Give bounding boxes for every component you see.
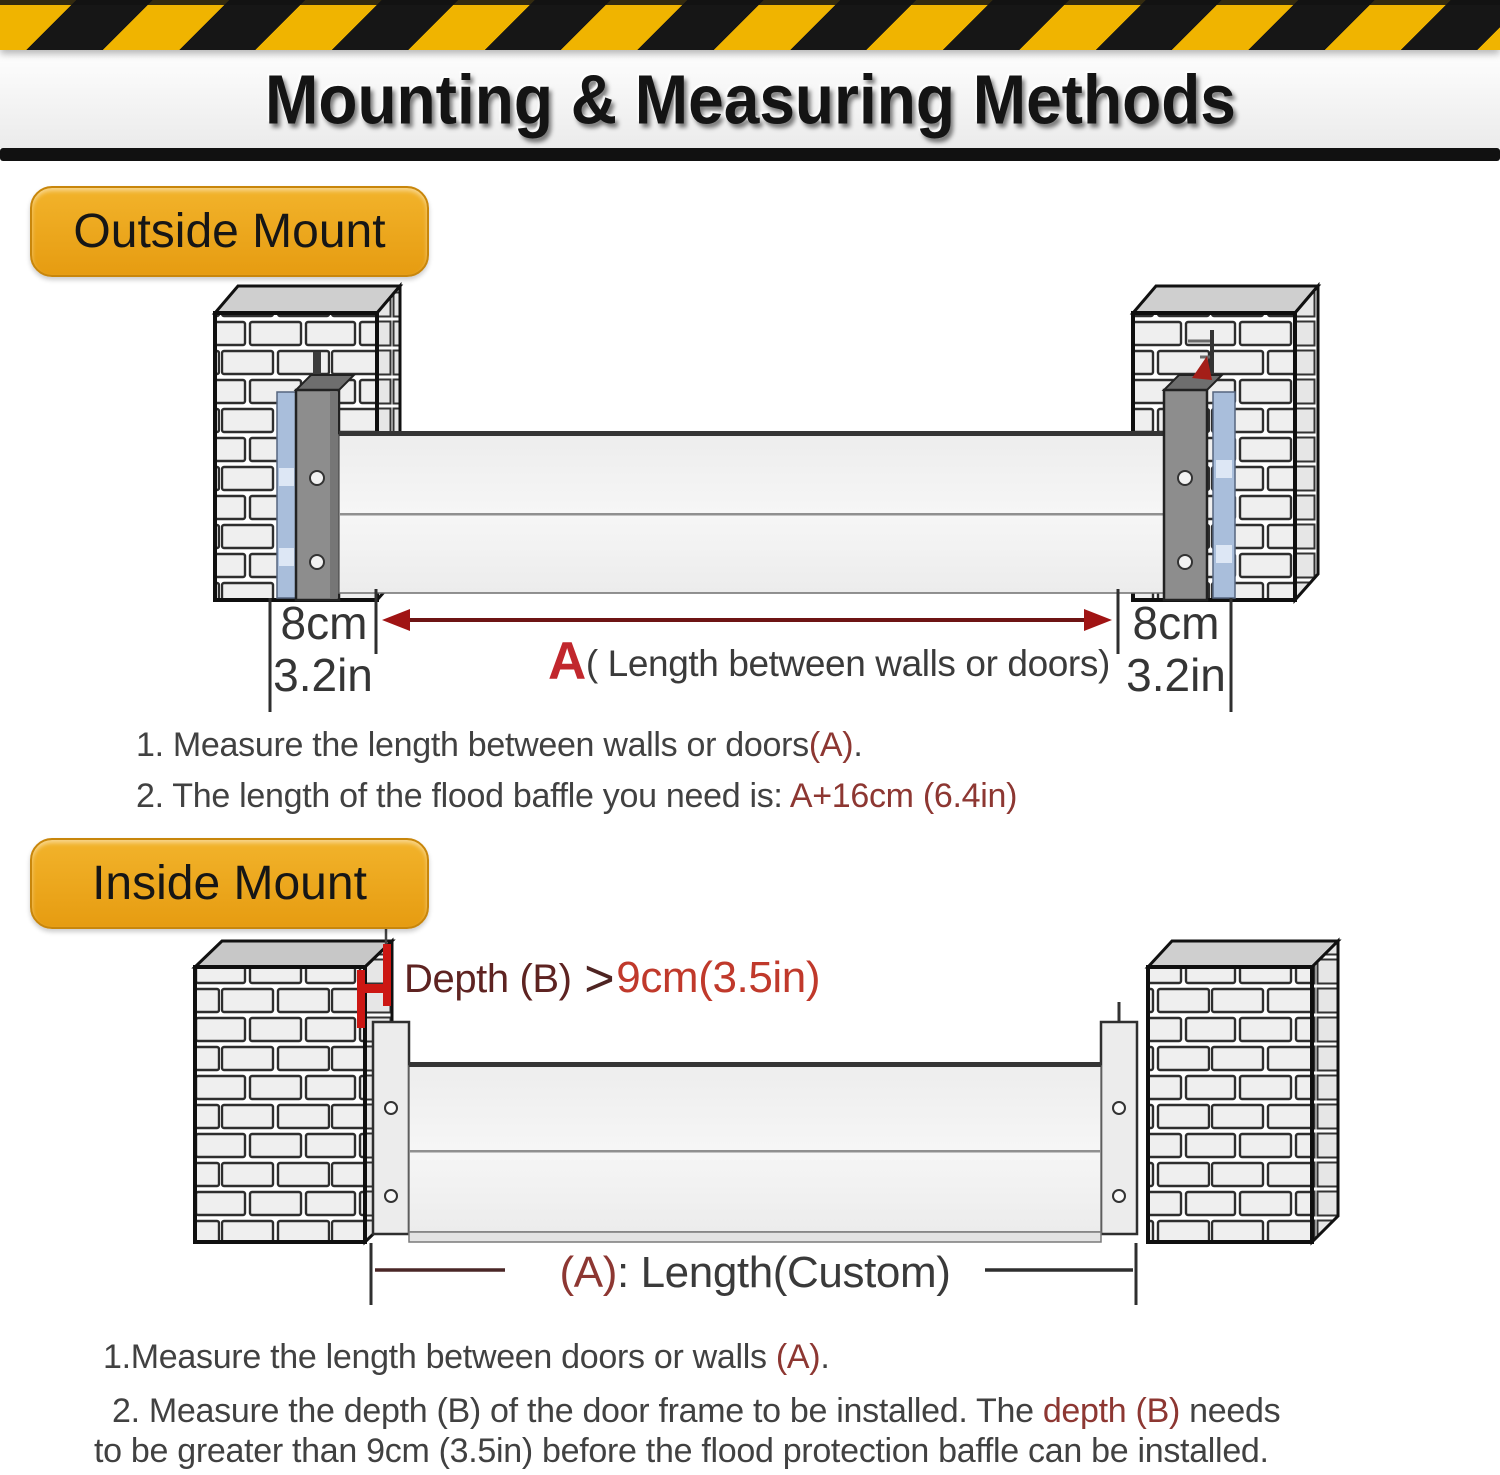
step-accent: (A) bbox=[775, 1338, 821, 1376]
step-accent: depth (B) bbox=[1042, 1392, 1180, 1430]
outside-right-gasket bbox=[1213, 392, 1235, 598]
step-end: . bbox=[853, 726, 863, 764]
outside-span-label bbox=[548, 632, 1110, 691]
inside-step-2-line-1 bbox=[112, 1392, 1280, 1430]
outside-right-offset-in: 3.2in bbox=[1126, 649, 1226, 701]
greater-than-symbol: > bbox=[584, 950, 615, 1008]
inside-step-1 bbox=[103, 1338, 829, 1376]
title-band bbox=[0, 50, 1500, 148]
inside-length-label bbox=[373, 1248, 1137, 1297]
step-end: needs bbox=[1179, 1392, 1281, 1430]
outside-step-2 bbox=[136, 777, 1017, 815]
step-end: . bbox=[820, 1338, 830, 1376]
length-accent: (A) bbox=[559, 1248, 617, 1297]
step-accent: A+16cm (6.4in) bbox=[789, 777, 1018, 815]
inside-left-channel bbox=[373, 1022, 409, 1234]
inside-right-brick-pillar bbox=[1148, 941, 1338, 1242]
inside-right-channel bbox=[1101, 1002, 1137, 1234]
hazard-stripe-banner bbox=[0, 0, 1500, 50]
depth-requirement-label bbox=[404, 950, 820, 1008]
step-text: 1. Measure the length between walls or doors bbox=[136, 726, 809, 764]
depth-value: 9cm(3.5in) bbox=[616, 953, 821, 1002]
length-arrow bbox=[382, 609, 1112, 631]
span-label-text: ( Length between walls or doors) bbox=[585, 643, 1110, 684]
step-accent: (A) bbox=[808, 726, 854, 764]
page-title: Mounting & Measuring Methods bbox=[264, 59, 1236, 139]
step-text: 2. Measure the depth (B) of the door frame to be installed. The bbox=[112, 1392, 1043, 1430]
outside-mount-label: Outside Mount bbox=[30, 186, 429, 277]
step-text: 2. The length of the flood baffle you need is: bbox=[136, 777, 790, 815]
depth-text: Depth (B) bbox=[404, 957, 583, 1001]
outside-right-offset-cm: 8cm bbox=[1132, 597, 1220, 649]
span-accent-a: A bbox=[548, 632, 586, 691]
outside-flood-baffle bbox=[339, 431, 1168, 593]
outside-left-gasket bbox=[277, 392, 296, 598]
inside-step-2-line-2: to be greater than 9cm (3.5in) before the flood protection baffle can be installed. bbox=[94, 1432, 1269, 1470]
inside-flood-baffle bbox=[409, 1062, 1101, 1242]
outside-step-1 bbox=[136, 726, 862, 764]
step-text: 1.Measure the length between doors or walls bbox=[103, 1338, 776, 1376]
length-text: : Length(Custom) bbox=[616, 1248, 951, 1297]
outside-left-offset-in: 3.2in bbox=[273, 649, 373, 701]
title-divider-bar bbox=[0, 148, 1500, 161]
outside-left-offset-cm: 8cm bbox=[280, 597, 368, 649]
inside-mount-label: Inside Mount bbox=[30, 838, 429, 929]
